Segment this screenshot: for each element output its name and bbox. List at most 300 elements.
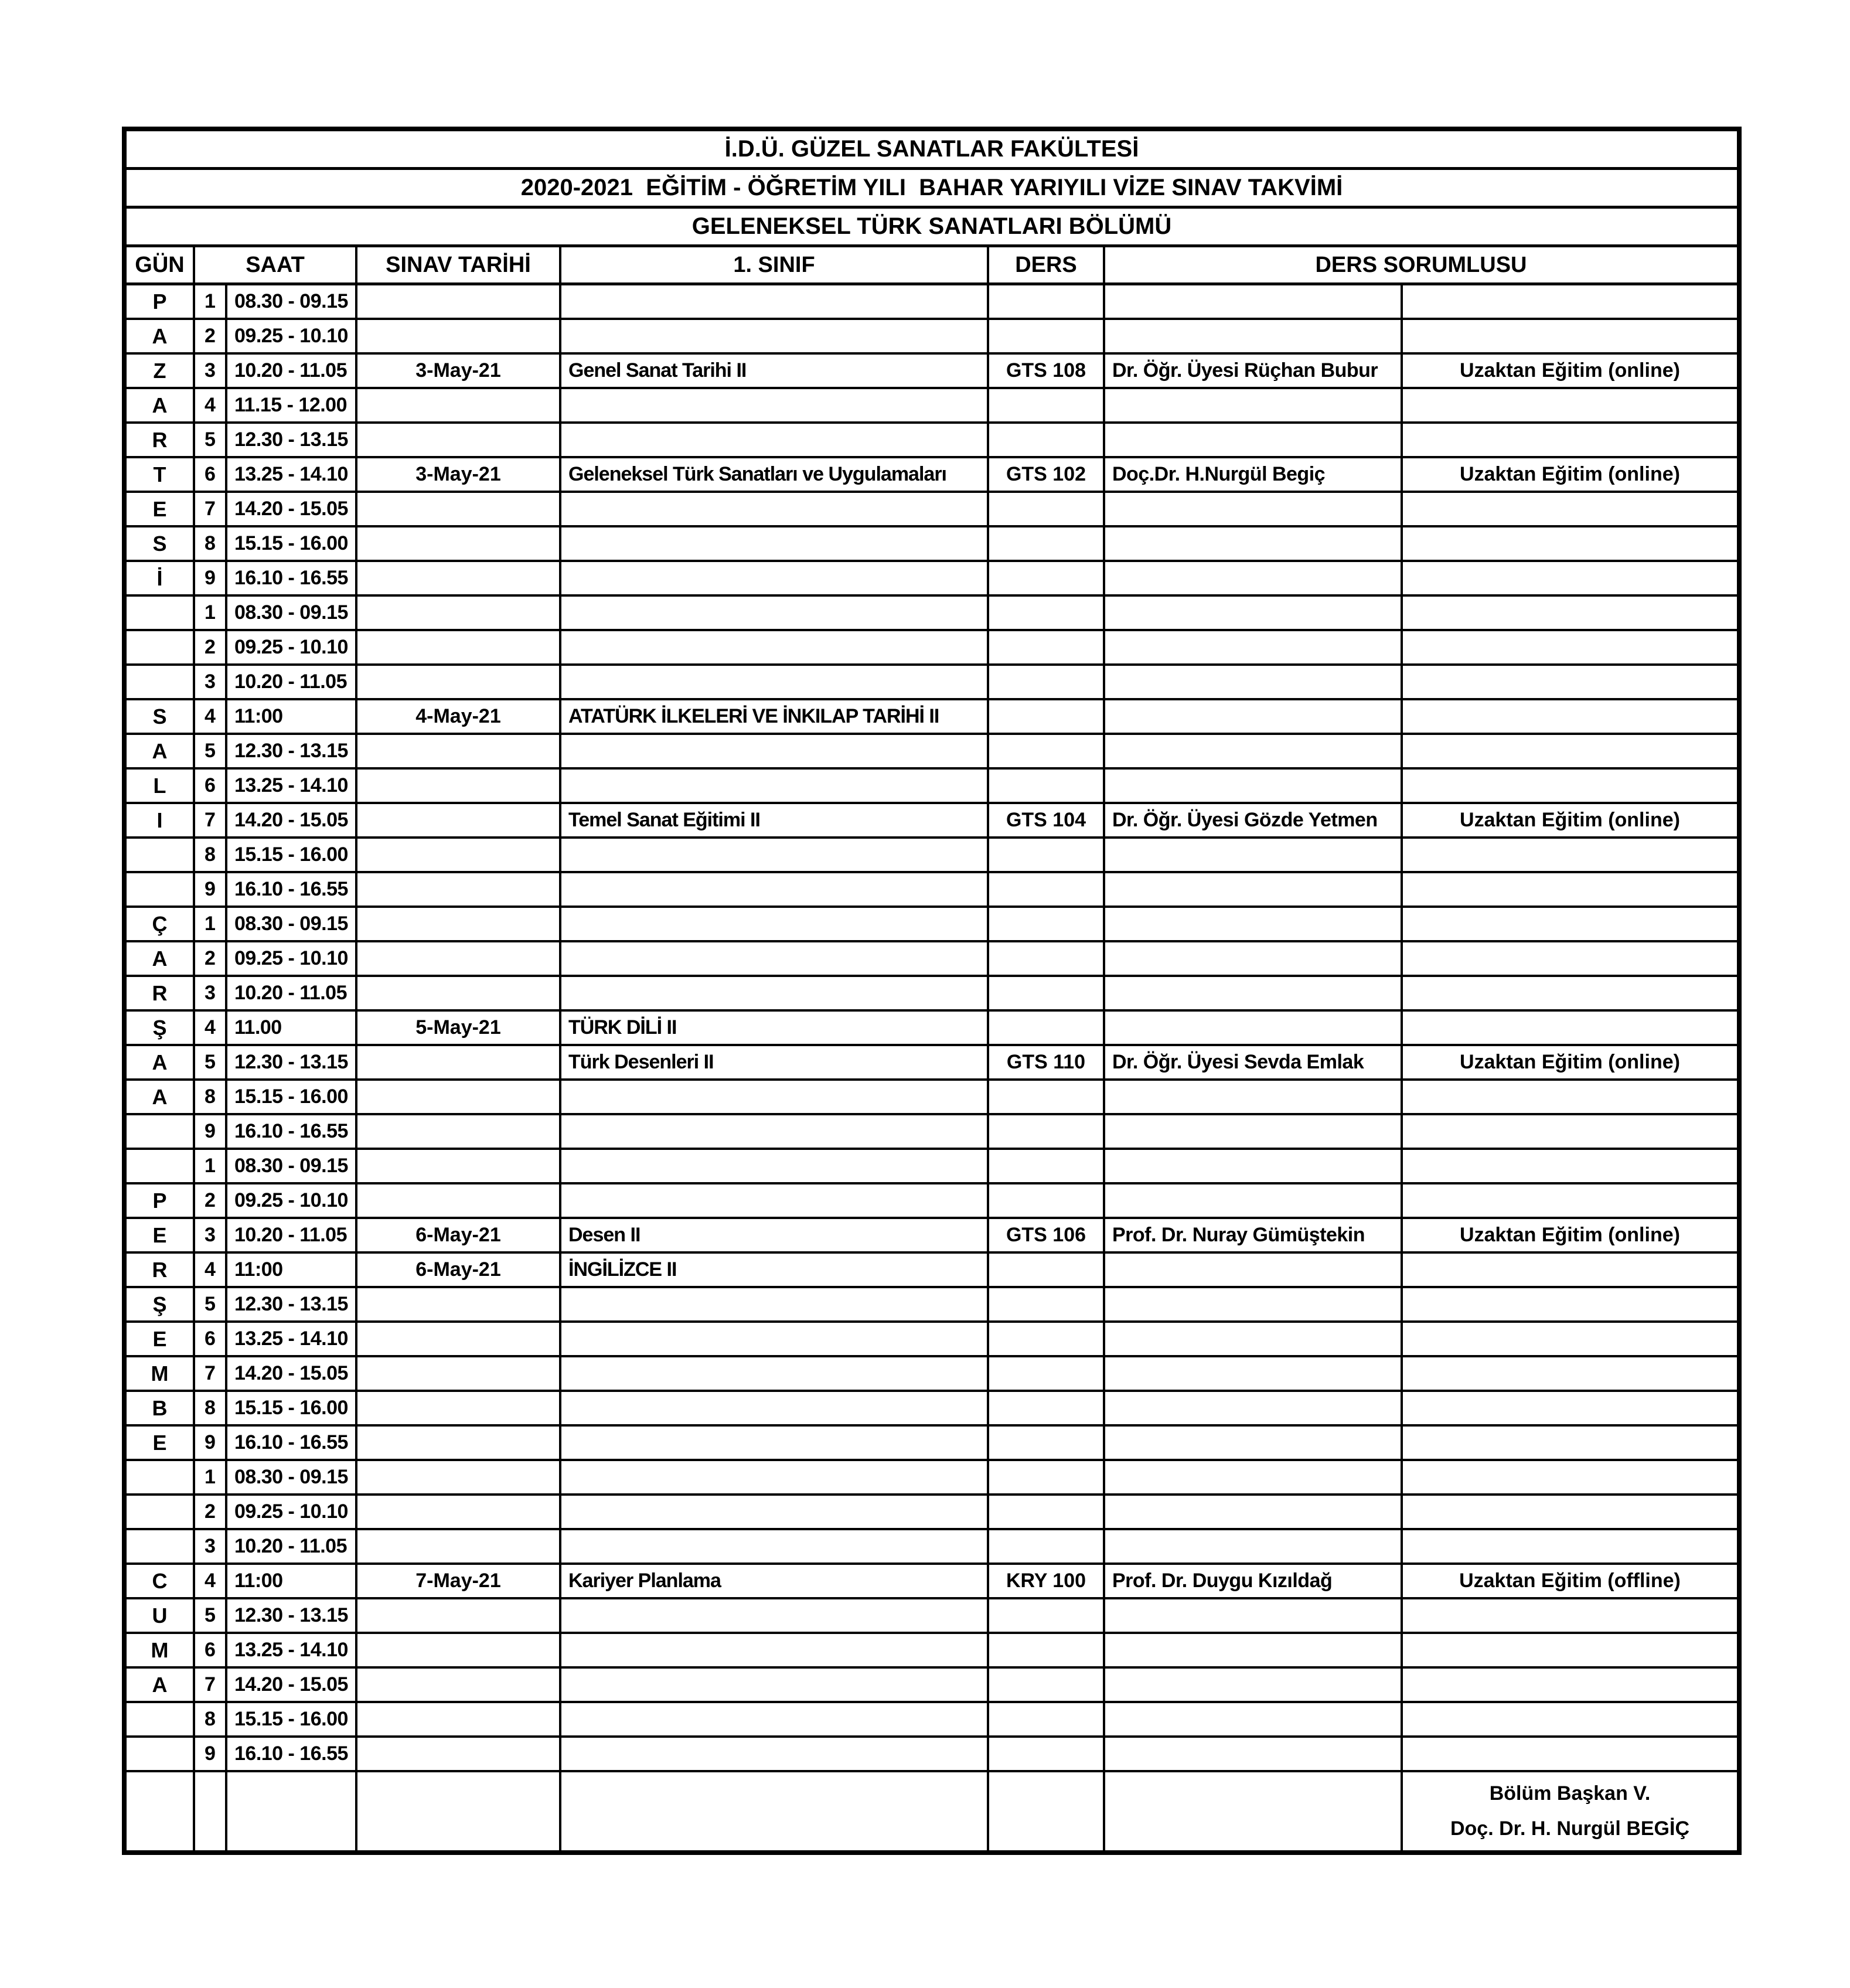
- cell-instructor: [1105, 562, 1403, 594]
- cell-exam-date: 7-May-21: [357, 1565, 561, 1597]
- cell-course-code: [989, 562, 1105, 594]
- cell-instructor: [1105, 1738, 1403, 1770]
- cell-period-no: 9: [195, 1427, 227, 1459]
- cell-course-code: [989, 527, 1105, 560]
- cell-day-letter: A: [127, 389, 195, 421]
- table-row: [127, 977, 1737, 1012]
- cell-period-no: 2: [195, 1184, 227, 1217]
- cell-exam-date: [357, 1738, 561, 1770]
- table-row: [127, 1219, 1737, 1254]
- cell-period-no: 8: [195, 527, 227, 560]
- cell-course-code: [989, 1530, 1105, 1563]
- cell-exam-date: [357, 1150, 561, 1182]
- cell-instructor: Doç.Dr. H.Nurgül Begiç: [1105, 458, 1403, 491]
- cell-instructor: [1105, 1669, 1403, 1701]
- cell-exam-date: [357, 942, 561, 975]
- cell-day-letter: S: [127, 527, 195, 560]
- cell-mode: [1403, 1288, 1737, 1320]
- table-row: [127, 1530, 1737, 1565]
- cell-course-code: [989, 320, 1105, 352]
- cell-course: [561, 1461, 989, 1493]
- cell-course-code: [989, 631, 1105, 663]
- cell-time: 11:00: [227, 700, 357, 733]
- cell-day-letter: Ş: [127, 1012, 195, 1044]
- table-row: [127, 770, 1737, 804]
- cell-instructor: [1105, 631, 1403, 663]
- cell-exam-date: [357, 1323, 561, 1355]
- cell-instructor: [1105, 1392, 1403, 1424]
- cell-course: [561, 839, 989, 871]
- cell-period-no: 5: [195, 1046, 227, 1078]
- cell-period-no: 3: [195, 666, 227, 698]
- cell-mode: [1403, 1115, 1737, 1148]
- table-row: [127, 1634, 1737, 1669]
- table-row: [127, 666, 1737, 700]
- table-row: [127, 1599, 1737, 1634]
- cell-course: Desen II: [561, 1219, 989, 1251]
- cell-instructor: [1105, 1634, 1403, 1666]
- cell-course: [561, 873, 989, 906]
- cell-period-no: 9: [195, 1738, 227, 1770]
- cell-instructor: [1105, 597, 1403, 629]
- cell-exam-date: [357, 285, 561, 318]
- footer-cell-instructor: [1105, 1772, 1403, 1850]
- cell-course-code: [989, 1669, 1105, 1701]
- cell-period-no: 5: [195, 424, 227, 456]
- cell-instructor: [1105, 527, 1403, 560]
- table-row: [127, 424, 1737, 458]
- cell-day-letter: Ş: [127, 1288, 195, 1320]
- cell-instructor: [1105, 320, 1403, 352]
- cell-period-no: 2: [195, 320, 227, 352]
- table-row: [127, 1184, 1737, 1219]
- cell-day-letter: P: [127, 285, 195, 318]
- cell-time: 16.10 - 16.55: [227, 1115, 357, 1148]
- cell-day-letter: S: [127, 700, 195, 733]
- cell-mode: [1403, 562, 1737, 594]
- cell-day-letter: E: [127, 1219, 195, 1251]
- cell-time: 14.20 - 15.05: [227, 1669, 357, 1701]
- semester-title: 2020-2021 EĞİTİM - ÖĞRETİM YILI BAHAR YARIYILI VİZE SINAV TAKVİMİ: [127, 170, 1737, 209]
- table-row: [127, 1669, 1737, 1703]
- cell-time: 10.20 - 11.05: [227, 1530, 357, 1563]
- cell-course-code: [989, 942, 1105, 975]
- cell-instructor: [1105, 977, 1403, 1009]
- cell-course-code: [989, 839, 1105, 871]
- footer-cell-day: [127, 1772, 195, 1850]
- cell-course: [561, 735, 989, 767]
- cell-period-no: 4: [195, 389, 227, 421]
- cell-exam-date: 6-May-21: [357, 1219, 561, 1251]
- cell-mode: [1403, 1184, 1737, 1217]
- cell-time: 10.20 - 11.05: [227, 977, 357, 1009]
- column-header-row: [127, 247, 1737, 285]
- cell-day-letter: [127, 631, 195, 663]
- cell-course-code: [989, 908, 1105, 940]
- table-row: [127, 562, 1737, 597]
- cell-day-letter: [127, 1461, 195, 1493]
- cell-instructor: Prof. Dr. Nuray Gümüştekin: [1105, 1219, 1403, 1251]
- cell-exam-date: 3-May-21: [357, 355, 561, 387]
- cell-instructor: [1105, 424, 1403, 456]
- cell-period-no: 8: [195, 1703, 227, 1735]
- cell-day-letter: A: [127, 1046, 195, 1078]
- table-titles: [127, 131, 1737, 247]
- cell-instructor: [1105, 389, 1403, 421]
- cell-day-letter: T: [127, 458, 195, 491]
- cell-day-letter: A: [127, 1081, 195, 1113]
- cell-course: [561, 527, 989, 560]
- cell-day-letter: [127, 1738, 195, 1770]
- cell-period-no: 8: [195, 839, 227, 871]
- cell-period-no: 9: [195, 562, 227, 594]
- cell-time: 15.15 - 16.00: [227, 527, 357, 560]
- cell-mode: Uzaktan Eğitim (online): [1460, 463, 1680, 485]
- cell-day-letter: R: [127, 977, 195, 1009]
- cell-exam-date: [357, 1496, 561, 1528]
- cell-period-no: 6: [195, 458, 227, 491]
- cell-time: 16.10 - 16.55: [227, 1427, 357, 1459]
- cell-course: Genel Sanat Tarihi II: [561, 355, 989, 387]
- table-row: [127, 1461, 1737, 1496]
- cell-course-code: GTS 104: [989, 804, 1105, 836]
- table-row: [127, 1357, 1737, 1392]
- cell-time: 12.30 - 13.15: [227, 735, 357, 767]
- cell-course: Geleneksel Türk Sanatları ve Uygulamaları: [561, 458, 989, 491]
- cell-exam-date: 3-May-21: [357, 458, 561, 491]
- table-row: [127, 1046, 1737, 1081]
- cell-exam-date: [357, 735, 561, 767]
- cell-course: Kariyer Planlama: [561, 1565, 989, 1597]
- cell-mode: [1403, 1530, 1737, 1563]
- cell-period-no: 3: [195, 1530, 227, 1563]
- table-row: [127, 389, 1737, 424]
- cell-mode: [1403, 1254, 1737, 1286]
- cell-course: [561, 1669, 989, 1701]
- cell-time: 14.20 - 15.05: [227, 493, 357, 525]
- cell-course: [561, 1738, 989, 1770]
- cell-time: 16.10 - 16.55: [227, 1738, 357, 1770]
- cell-exam-date: [357, 1634, 561, 1666]
- cell-course: [561, 320, 989, 352]
- cell-exam-date: [357, 1530, 561, 1563]
- cell-time: 08.30 - 09.15: [227, 285, 357, 318]
- cell-period-no: 8: [195, 1392, 227, 1424]
- cell-mode: [1403, 597, 1737, 629]
- table-row: [127, 839, 1737, 873]
- cell-day-letter: [127, 1150, 195, 1182]
- cell-course: [561, 1115, 989, 1148]
- cell-day-letter: R: [127, 1254, 195, 1286]
- cell-period-no: 5: [195, 735, 227, 767]
- cell-day-letter: B: [127, 1392, 195, 1424]
- cell-exam-date: [357, 493, 561, 525]
- cell-time: 08.30 - 09.15: [227, 597, 357, 629]
- cell-course-code: KRY 100: [989, 1565, 1105, 1597]
- cell-mode: Uzaktan Eğitim (online): [1460, 1224, 1680, 1246]
- table-row: [127, 1427, 1737, 1461]
- cell-course-code: [989, 285, 1105, 318]
- table-row: [127, 458, 1737, 493]
- cell-course: [561, 1357, 989, 1390]
- cell-period-no: 5: [195, 1288, 227, 1320]
- cell-time: 13.25 - 14.10: [227, 1634, 357, 1666]
- cell-exam-date: [357, 1115, 561, 1148]
- table-row: [127, 1081, 1737, 1115]
- cell-mode: [1403, 1012, 1737, 1044]
- cell-mode: [1403, 1634, 1737, 1666]
- cell-period-no: 5: [195, 1599, 227, 1632]
- cell-time: 14.20 - 15.05: [227, 804, 357, 836]
- cell-course: [561, 770, 989, 802]
- cell-course: [561, 493, 989, 525]
- cell-course: [561, 285, 989, 318]
- cell-course-code: [989, 1081, 1105, 1113]
- cell-instructor: [1105, 873, 1403, 906]
- cell-time: 13.25 - 14.10: [227, 1323, 357, 1355]
- cell-period-no: 7: [195, 804, 227, 836]
- cell-course-code: [989, 1323, 1105, 1355]
- cell-instructor: [1105, 285, 1403, 318]
- cell-instructor: [1105, 493, 1403, 525]
- cell-exam-date: [357, 1357, 561, 1390]
- cell-time: 11.15 - 12.00: [227, 389, 357, 421]
- cell-day-letter: A: [127, 320, 195, 352]
- cell-instructor: [1105, 1357, 1403, 1390]
- cell-period-no: 9: [195, 1115, 227, 1148]
- cell-period-no: 6: [195, 770, 227, 802]
- cell-mode: [1403, 631, 1737, 663]
- cell-exam-date: [357, 977, 561, 1009]
- cell-mode: [1403, 700, 1737, 733]
- cell-course-code: [989, 1599, 1105, 1632]
- cell-exam-date: [357, 1081, 561, 1113]
- cell-time: 15.15 - 16.00: [227, 1392, 357, 1424]
- cell-course-code: [989, 666, 1105, 698]
- cell-day-letter: Z: [127, 355, 195, 387]
- cell-exam-date: [357, 631, 561, 663]
- cell-day-letter: E: [127, 493, 195, 525]
- cell-mode: Uzaktan Eğitim (online): [1460, 809, 1680, 831]
- cell-mode: [1403, 1703, 1737, 1735]
- table-body: [127, 285, 1737, 1772]
- cell-course: [561, 908, 989, 940]
- cell-instructor: [1105, 1323, 1403, 1355]
- cell-time: 15.15 - 16.00: [227, 839, 357, 871]
- table-row: [127, 735, 1737, 770]
- cell-exam-date: [357, 424, 561, 456]
- cell-period-no: 1: [195, 1461, 227, 1493]
- cell-day-letter: E: [127, 1427, 195, 1459]
- table-row: [127, 355, 1737, 389]
- cell-period-no: 3: [195, 977, 227, 1009]
- cell-day-letter: I: [127, 804, 195, 836]
- table-row: [127, 1738, 1737, 1772]
- cell-mode: [1403, 908, 1737, 940]
- table-row: [127, 1254, 1737, 1288]
- cell-course: [561, 631, 989, 663]
- cell-day-letter: A: [127, 1669, 195, 1701]
- cell-mode: [1403, 977, 1737, 1009]
- table-row: [127, 908, 1737, 942]
- cell-instructor: Dr. Öğr. Üyesi Gözde Yetmen: [1105, 804, 1403, 836]
- cell-instructor: [1105, 1461, 1403, 1493]
- cell-instructor: [1105, 1254, 1403, 1286]
- cell-mode: [1403, 873, 1737, 906]
- cell-period-no: 7: [195, 1357, 227, 1390]
- cell-mode: [1403, 1357, 1737, 1390]
- cell-course-code: [989, 1461, 1105, 1493]
- cell-time: 11:00: [227, 1254, 357, 1286]
- cell-exam-date: [357, 527, 561, 560]
- cell-mode: [1403, 320, 1737, 352]
- cell-instructor: Dr. Öğr. Üyesi Sevda Emlak: [1105, 1046, 1403, 1078]
- cell-course: [561, 1427, 989, 1459]
- cell-instructor: [1105, 1184, 1403, 1217]
- cell-course-code: [989, 1392, 1105, 1424]
- table-row: [127, 1115, 1737, 1150]
- cell-day-letter: [127, 1530, 195, 1563]
- cell-course-code: [989, 1427, 1105, 1459]
- cell-exam-date: [357, 804, 561, 836]
- cell-exam-date: [357, 1288, 561, 1320]
- cell-mode: [1403, 424, 1737, 456]
- cell-instructor: [1105, 666, 1403, 698]
- cell-time: 11:00: [227, 1565, 357, 1597]
- cell-course-code: [989, 700, 1105, 733]
- cell-course-code: [989, 1150, 1105, 1182]
- cell-mode: [1403, 285, 1737, 318]
- cell-course: [561, 1530, 989, 1563]
- cell-period-no: 2: [195, 631, 227, 663]
- cell-period-no: 1: [195, 285, 227, 318]
- cell-course: ATATÜRK İLKELERİ VE İNKILAP TARİHİ II: [561, 700, 989, 733]
- cell-exam-date: 6-May-21: [357, 1254, 561, 1286]
- cell-course: [561, 424, 989, 456]
- footer-cell-code: [989, 1772, 1105, 1850]
- cell-period-no: 2: [195, 942, 227, 975]
- cell-time: 09.25 - 10.10: [227, 1184, 357, 1217]
- cell-day-letter: A: [127, 942, 195, 975]
- cell-course-code: GTS 110: [989, 1046, 1105, 1078]
- cell-mode: [1403, 1081, 1737, 1113]
- cell-mode: [1403, 389, 1737, 421]
- table-row: [127, 1288, 1737, 1323]
- cell-instructor: [1105, 1530, 1403, 1563]
- cell-period-no: 7: [195, 493, 227, 525]
- cell-instructor: Dr. Öğr. Üyesi Rüçhan Bubur: [1105, 355, 1403, 387]
- cell-instructor: [1105, 1115, 1403, 1148]
- cell-time: 13.25 - 14.10: [227, 458, 357, 491]
- cell-instructor: [1105, 1703, 1403, 1735]
- cell-time: 09.25 - 10.10: [227, 631, 357, 663]
- footer-cell-date: [357, 1772, 561, 1850]
- cell-day-letter: [127, 1703, 195, 1735]
- cell-mode: [1403, 1461, 1737, 1493]
- cell-time: 12.30 - 13.15: [227, 1599, 357, 1632]
- cell-time: 15.15 - 16.00: [227, 1703, 357, 1735]
- cell-time: 08.30 - 09.15: [227, 908, 357, 940]
- cell-exam-date: [357, 1461, 561, 1493]
- cell-period-no: 6: [195, 1634, 227, 1666]
- cell-course: [561, 1392, 989, 1424]
- table-row: [127, 493, 1737, 527]
- table-row: [127, 873, 1737, 908]
- cell-course-code: [989, 735, 1105, 767]
- table-row: [127, 942, 1737, 977]
- cell-period-no: 8: [195, 1081, 227, 1113]
- cell-mode: [1403, 735, 1737, 767]
- cell-course-code: [989, 1738, 1105, 1770]
- cell-course: [561, 389, 989, 421]
- cell-instructor: [1105, 770, 1403, 802]
- cell-day-letter: [127, 873, 195, 906]
- cell-exam-date: [357, 1184, 561, 1217]
- cell-exam-date: 4-May-21: [357, 700, 561, 733]
- table-row: [127, 1012, 1737, 1046]
- cell-instructor: [1105, 908, 1403, 940]
- cell-course-code: [989, 1288, 1105, 1320]
- table-row: [127, 700, 1737, 735]
- cell-mode: [1403, 666, 1737, 698]
- cell-time: 08.30 - 09.15: [227, 1461, 357, 1493]
- cell-day-letter: [127, 839, 195, 871]
- footer-cell-time: [227, 1772, 357, 1850]
- cell-mode: [1403, 493, 1737, 525]
- footer-cell-course: [561, 1772, 989, 1850]
- cell-course-code: [989, 1012, 1105, 1044]
- cell-course-code: [989, 493, 1105, 525]
- table-row: [127, 1496, 1737, 1530]
- cell-exam-date: [357, 597, 561, 629]
- cell-course: [561, 666, 989, 698]
- cell-exam-date: [357, 1392, 561, 1424]
- cell-time: 10.20 - 11.05: [227, 666, 357, 698]
- table-row: [127, 1565, 1737, 1599]
- table-row: [127, 1703, 1737, 1738]
- cell-course: [561, 1323, 989, 1355]
- table-row: [127, 804, 1737, 839]
- cell-period-no: 1: [195, 908, 227, 940]
- col-header-ders-sorumlusu: DERS SORUMLUSU: [1315, 252, 1527, 277]
- cell-mode: [1403, 1150, 1737, 1182]
- cell-mode: [1403, 1323, 1737, 1355]
- cell-exam-date: [357, 320, 561, 352]
- cell-time: 09.25 - 10.10: [227, 1496, 357, 1528]
- cell-time: 13.25 - 14.10: [227, 770, 357, 802]
- cell-exam-date: [357, 839, 561, 871]
- cell-instructor: [1105, 1288, 1403, 1320]
- cell-course-code: [989, 1357, 1105, 1390]
- cell-time: 12.30 - 13.15: [227, 1288, 357, 1320]
- department-head-signature: [1403, 1772, 1737, 1850]
- cell-instructor: Prof. Dr. Duygu Kızıldağ: [1105, 1565, 1403, 1597]
- cell-time: 11.00: [227, 1012, 357, 1044]
- cell-period-no: 3: [195, 1219, 227, 1251]
- cell-period-no: 4: [195, 1565, 227, 1597]
- cell-mode: [1403, 942, 1737, 975]
- cell-instructor: [1105, 1427, 1403, 1459]
- cell-course-code: GTS 108: [989, 355, 1105, 387]
- cell-course: [561, 1184, 989, 1217]
- cell-day-letter: [127, 597, 195, 629]
- cell-day-letter: İ: [127, 562, 195, 594]
- col-header-gun: GÜN: [127, 247, 195, 282]
- table-row: [127, 597, 1737, 631]
- cell-course-code: [989, 1703, 1105, 1735]
- cell-time: 14.20 - 15.05: [227, 1357, 357, 1390]
- cell-course-code: [989, 1496, 1105, 1528]
